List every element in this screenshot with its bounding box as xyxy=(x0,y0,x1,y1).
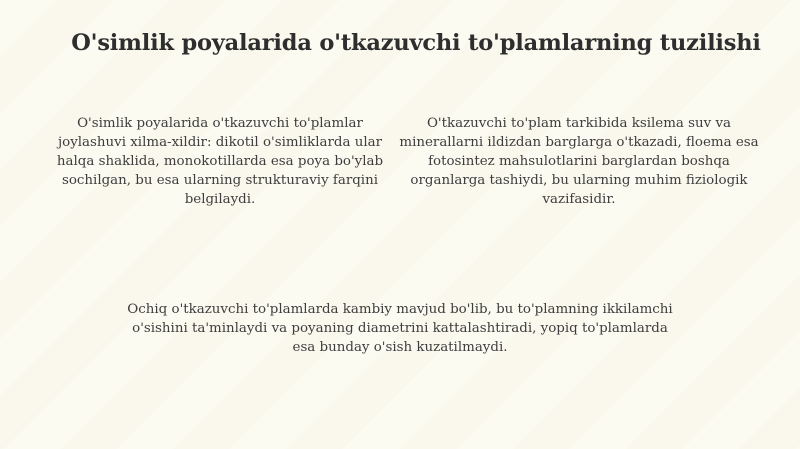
paragraph-bottom: Ochiq o'tkazuvchi to'plamlarda kambiy mavjud bo'lib, bu to'plamning ikkilamchi o'sishini ta'minlaydi va poyaning diametrini kattalashtiradi, yopiq to'plamlarda esa bunday o'sish kuzatilmaydi. xyxy=(127,302,673,355)
slide-title: O'simlik poyalarida o'tkazuvchi to'plamlarning tuzilishi xyxy=(71,30,761,56)
paragraph-right: O'tkazuvchi to'plam tarkibida ksilema suv va minerallarni ildizdan barglarga o'tkazadi, floema esa fotosintez mahsulotlarini barglardan boshqa organlarga tashiydi, bu ularning muhim fiziologik vazifasidir. xyxy=(399,116,759,207)
paragraph-left: O'simlik poyalarida o'tkazuvchi to'plamlar joylashuvi xilma-xildir: dikotil o'simliklarda ular halqa shaklida, monokotillarda esa poya bo'ylab sochilgan, bu esa ularning strukturaviy farqini belgilaydi. xyxy=(56,116,384,207)
